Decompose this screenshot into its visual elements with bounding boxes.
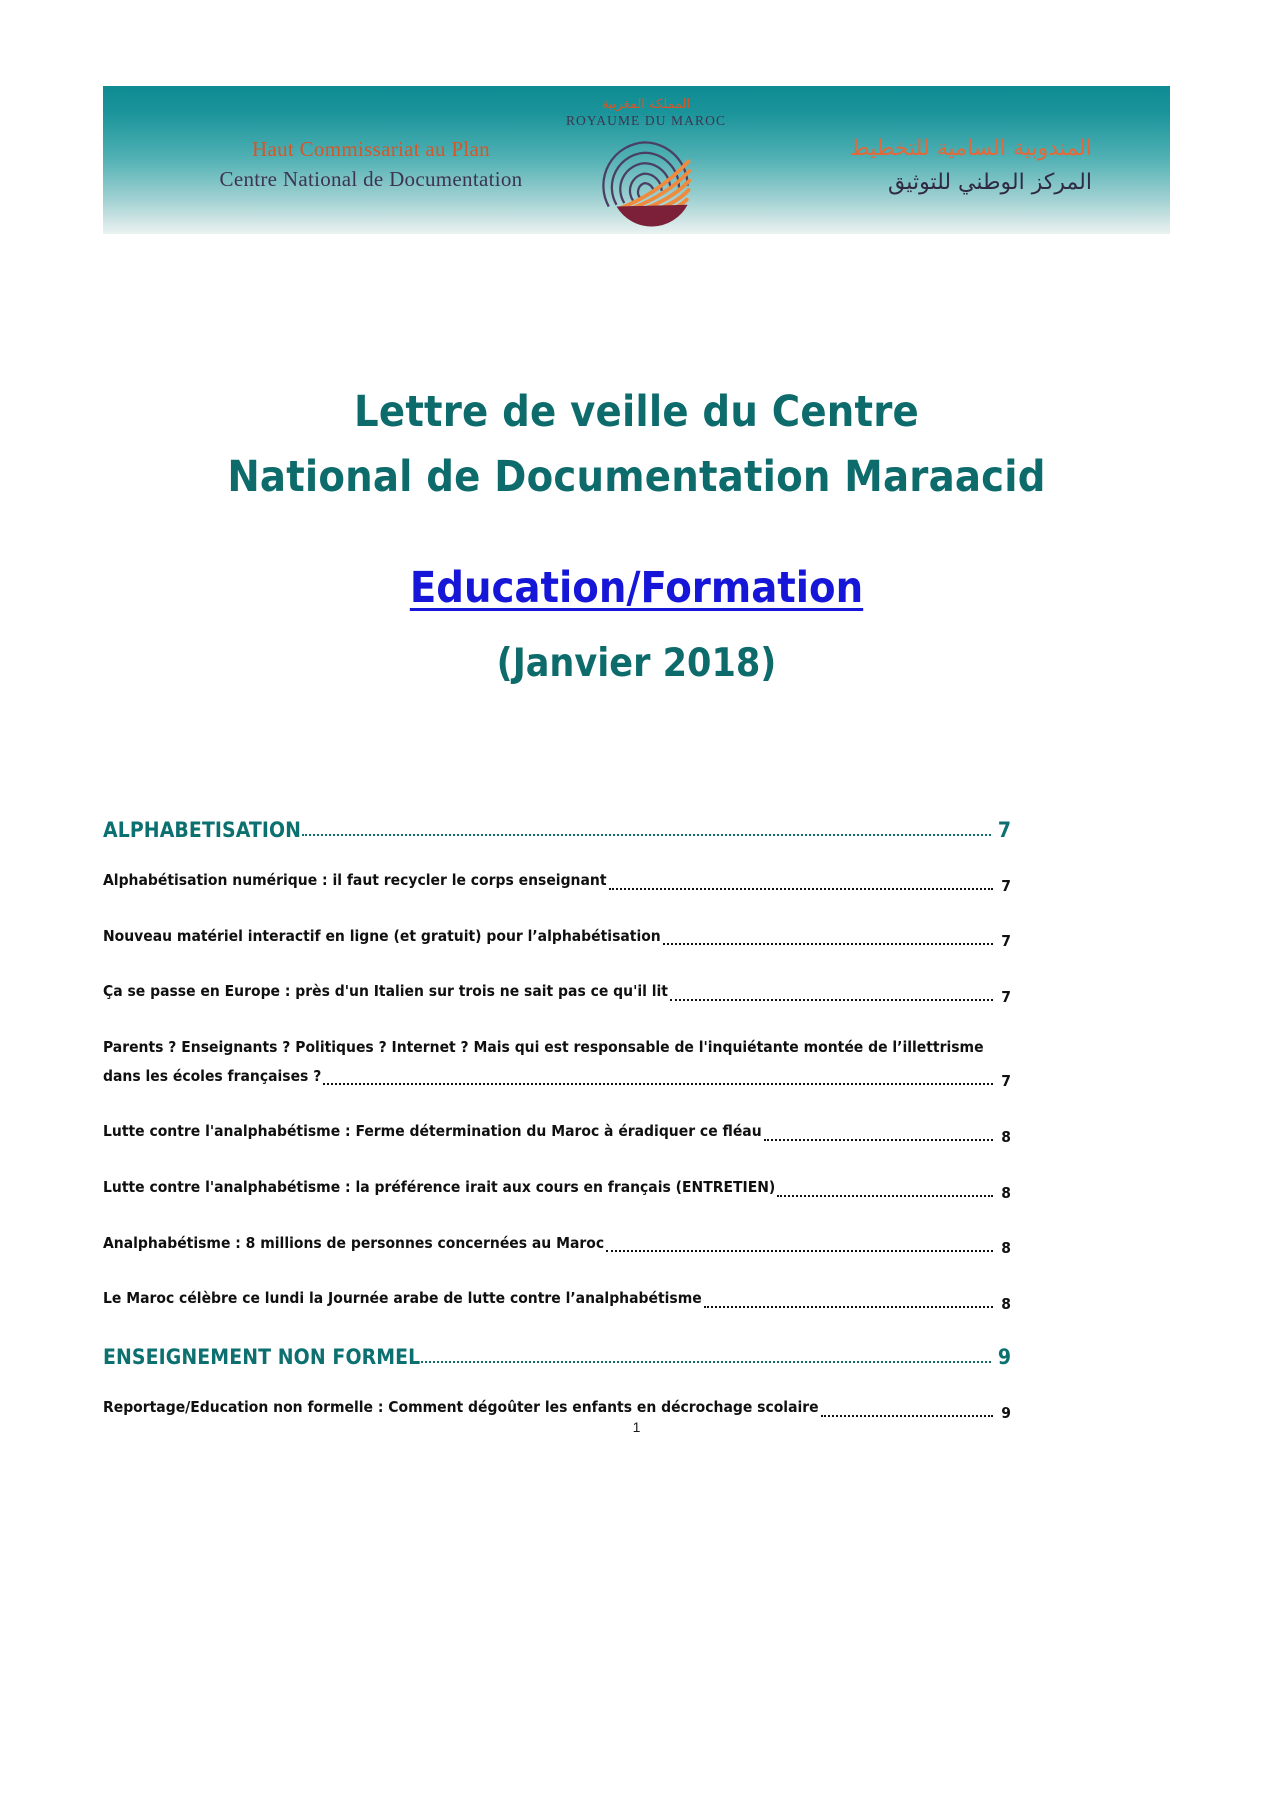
toc-dot-leader (663, 942, 994, 945)
masthead-right-text (692, 132, 1092, 200)
toc-dot-leader (302, 833, 991, 836)
document-title-line1: Lettre de veille du Centre (354, 387, 919, 437)
toc-dot-leader (606, 1249, 993, 1252)
masthead-banner (103, 86, 1170, 234)
toc-dot-leader (609, 887, 994, 890)
toc-entry[interactable] (103, 977, 1011, 1006)
toc-entry-page: 8 (1001, 1295, 1011, 1314)
toc-entry-label: Reportage/Education non formelle : Comment dégoûter les enfants en décrochage scolaire (103, 1398, 819, 1417)
royaume-du-maroc-label: ROYAUME DU MAROC (565, 113, 727, 129)
page-number-footer: 1 (632, 1419, 641, 1435)
toc-entry-line2 (103, 1062, 1011, 1091)
toc-heading-page: 7 (997, 818, 1011, 842)
toc-heading-page: 9 (997, 1345, 1011, 1370)
toc-entry-page: 7 (1001, 876, 1011, 895)
document-title-line2: National de Documentation Maraacid (227, 452, 1046, 503)
title-block (103, 380, 1170, 686)
toc-dot-leader (323, 1082, 993, 1085)
centre-national-label: Centre National de Documentation (219, 167, 523, 192)
toc-dot-leader (704, 1305, 994, 1308)
toc-entry-label: Lutte contre l'analphabétisme : Ferme détermination du Maroc à éradiquer ce fléau (103, 1122, 762, 1141)
toc-section-heading-alphabetisation[interactable] (103, 818, 1011, 842)
subject-title-wrapper (103, 563, 1170, 613)
toc-entry-page: 9 (1001, 1403, 1011, 1422)
toc-entry[interactable] (103, 1173, 1011, 1202)
toc-entry[interactable] (103, 922, 1011, 951)
toc-dot-leader (421, 1360, 991, 1363)
toc-entry-page: 7 (1001, 988, 1011, 1007)
toc-entry-label: Lutte contre l'analphabétisme : la préférence irait aux cours en français (ENTRETIEN) (103, 1178, 776, 1197)
toc-dot-leader (764, 1138, 994, 1141)
toc-entry[interactable] (103, 866, 1011, 895)
toc-entry[interactable] (103, 1117, 1011, 1146)
toc-dot-leader (821, 1414, 994, 1417)
toc-entry-page: 7 (1001, 1072, 1011, 1091)
table-of-contents (103, 818, 1011, 1449)
toc-entry-page: 7 (1001, 932, 1011, 951)
toc-section-heading-enseignement-non-formel[interactable] (103, 1345, 1011, 1369)
royaume-arabic-label: المملكة المغربية (601, 97, 691, 112)
toc-entry-label-line1: Parents ? Enseignants ? Politiques ? Internet ? Mais qui est responsable de l'inquiétante montée de l’illettrisme (103, 1038, 984, 1057)
toc-entry[interactable] (103, 1033, 1011, 1090)
toc-entry[interactable] (103, 1284, 1011, 1313)
toc-heading-label: ENSEIGNEMENT NON FORMEL (103, 1345, 421, 1370)
toc-dot-leader (777, 1194, 993, 1197)
toc-entry[interactable] (103, 1393, 1011, 1422)
toc-entry-page: 8 (1001, 1239, 1011, 1258)
haut-commissariat-label: Haut Commissariat au Plan (252, 137, 490, 161)
toc-entry-label: Analphabétisme : 8 millions de personnes concernées au Maroc (103, 1233, 605, 1252)
toc-entry-label-line2: dans les écoles françaises ? (103, 1066, 322, 1085)
masthead-left-text (181, 134, 561, 195)
toc-entry-label: Alphabétisation numérique : il faut recycler le corps enseignant (103, 871, 607, 889)
mandoubia-arabic-label: المندوبية السامية للتخطيط (849, 136, 1092, 161)
toc-heading-label: ALPHABETISATION (103, 818, 302, 842)
toc-entry[interactable] (103, 1229, 1011, 1258)
issue-date-label: (Janvier 2018) (496, 640, 777, 686)
toc-entry-page: 8 (1001, 1183, 1011, 1202)
toc-dot-leader (670, 998, 993, 1001)
morocco-hcp-emblem-icon (594, 132, 698, 236)
toc-entry-page: 8 (1001, 1128, 1011, 1147)
markaz-arabic-label: المركز الوطني للتوثيق (887, 170, 1092, 196)
toc-entry-label: Le Maroc célèbre ce lundi la Journée arabe de lutte contre l’analphabétisme (103, 1289, 702, 1308)
toc-entry-label: Ça se passe en Europe : près d'un Italien sur trois ne sait pas ce qu'il lit (103, 982, 668, 1001)
toc-entry-label: Nouveau matériel interactif en ligne (et gratuit) pour l’alphabétisation (103, 926, 661, 945)
subject-title-link[interactable]: Education/Formation (409, 562, 864, 613)
